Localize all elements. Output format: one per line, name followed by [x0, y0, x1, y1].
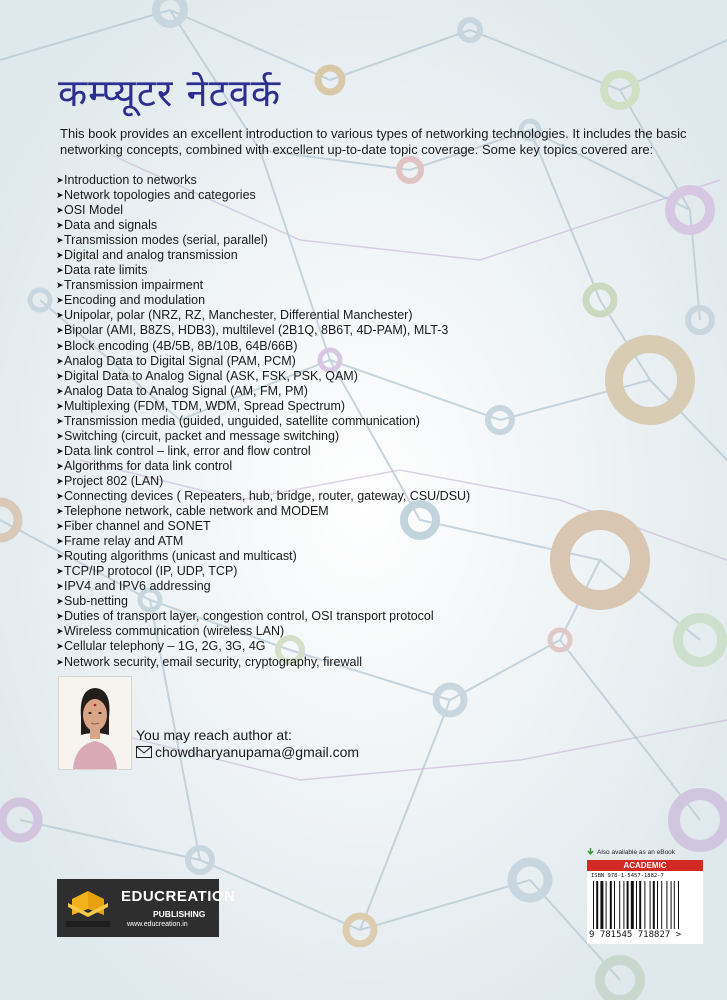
list-item — [56, 323, 470, 338]
topic-text: Telephone network, cable network and MODEM — [64, 504, 329, 519]
author-photo — [58, 676, 132, 770]
list-item — [56, 474, 470, 489]
bullet-arrow-icon: ➤ — [56, 536, 64, 547]
bullet-arrow-icon: ➤ — [56, 235, 64, 246]
list-item — [56, 278, 470, 293]
bullet-arrow-icon: ➤ — [56, 475, 64, 486]
bullet-arrow-icon: ➤ — [56, 205, 64, 216]
publisher-logo-block — [57, 879, 236, 937]
topic-text: Network security, email security, cryptography, firewall — [64, 654, 363, 669]
list-item — [56, 263, 470, 278]
list-item — [56, 444, 470, 459]
list-item — [56, 399, 470, 414]
barcode-bar — [644, 881, 645, 929]
bullet-arrow-icon: ➤ — [56, 626, 64, 637]
list-item — [56, 655, 470, 670]
list-item — [56, 188, 470, 203]
publisher-subtitle: PUBLISHING — [153, 909, 206, 919]
topic-text: Block encoding (4B/5B, 8B/10B, 64B/66B) — [64, 338, 298, 353]
publisher-name: EDUCREATION — [121, 888, 236, 905]
barcode-bar — [671, 881, 672, 929]
download-arrow-icon — [587, 848, 594, 856]
barcode-bar — [666, 881, 667, 929]
topic-text: Multiplexing (FDM, TDM, WDM, Spread Spectrum) — [64, 398, 346, 413]
barcode-bar — [631, 881, 634, 929]
list-item — [56, 459, 470, 474]
list-item — [56, 414, 470, 429]
topic-text: Encoding and modulation — [64, 293, 206, 308]
author-contact-label: You may reach author at: — [136, 727, 292, 743]
barcode-bar — [639, 881, 641, 929]
topic-text: Network topologies and categories — [64, 188, 256, 203]
bullet-arrow-icon: ➤ — [56, 250, 64, 261]
barcode-bar — [653, 881, 655, 929]
topic-text: Data link control – link, error and flow control — [64, 443, 311, 458]
barcode-bars — [593, 881, 697, 929]
bullet-arrow-icon: ➤ — [56, 641, 64, 652]
topic-text: Switching (circuit, packet and message switching) — [64, 428, 340, 443]
bullet-arrow-icon: ➤ — [56, 310, 64, 321]
author-email-row[interactable] — [136, 744, 359, 760]
bullet-arrow-icon: ➤ — [56, 430, 64, 441]
topic-text: Transmission media (guided, unguided, satellite communication) — [64, 413, 420, 428]
bullet-arrow-icon: ➤ — [56, 490, 64, 501]
bullet-arrow-icon: ➤ — [56, 415, 64, 426]
barcode-bar — [614, 881, 615, 929]
bullet-arrow-icon: ➤ — [56, 551, 64, 562]
topic-text: Connecting devices ( Repeaters, hub, bridge, router, gateway, CSU/DSU) — [64, 488, 471, 503]
list-item — [56, 218, 470, 233]
topic-text: Fiber channel and SONET — [64, 519, 211, 534]
topic-text: Digital and analog transmission — [64, 248, 238, 263]
list-item — [56, 594, 470, 609]
barcode-bar — [627, 881, 629, 929]
bullet-arrow-icon: ➤ — [56, 325, 64, 336]
topic-text: Wireless communication (wireless LAN) — [64, 624, 285, 639]
topic-text: IPV4 and IPV6 addressing — [64, 579, 211, 594]
bullet-arrow-icon: ➤ — [56, 370, 64, 381]
list-item — [56, 233, 470, 248]
list-item — [56, 549, 470, 564]
book-title: कम्प्यूटर नेटवर्क — [58, 71, 282, 115]
author-portrait-image — [59, 677, 131, 769]
ebook-text: Also available as an eBook — [597, 848, 676, 856]
barcode — [587, 871, 703, 944]
barcode-bar — [593, 881, 594, 929]
topic-text: Analog Data to Digital Signal (PAM, PCM) — [64, 353, 296, 368]
barcode-bar — [619, 881, 620, 929]
envelope-icon — [136, 746, 152, 758]
bullet-arrow-icon: ➤ — [56, 596, 64, 607]
topic-text: Duties of transport layer, congestion control, OSI transport protocol — [64, 609, 434, 624]
category-band: ACADEMIC — [587, 860, 703, 871]
barcode-bar — [657, 881, 658, 929]
bullet-arrow-icon: ➤ — [56, 460, 64, 471]
list-item — [56, 579, 470, 594]
topic-text: Project 802 (LAN) — [64, 473, 164, 488]
list-item — [56, 293, 470, 308]
topic-text: Digital Data to Analog Signal (ASK, FSK, PSK, QAM) — [64, 368, 358, 383]
list-item — [56, 173, 470, 188]
topic-text: Routing algorithms (unicast and multicast) — [64, 549, 297, 564]
list-item — [56, 564, 470, 579]
publisher-book-logo-icon — [62, 885, 114, 931]
barcode-bar — [678, 881, 679, 929]
bullet-arrow-icon: ➤ — [56, 581, 64, 592]
list-item — [56, 489, 470, 504]
barcode-bar — [600, 881, 603, 929]
isbn-number: ISBN 978-1-5457-1882-7 — [591, 873, 664, 879]
list-item — [56, 354, 470, 369]
bullet-arrow-icon: ➤ — [56, 355, 64, 366]
bullet-arrow-icon: ➤ — [56, 175, 64, 185]
topic-text: Cellular telephony – 1G, 2G, 3G, 4G — [64, 639, 266, 654]
list-item — [56, 609, 470, 624]
barcode-number: 9 781545 718827 > — [589, 930, 682, 940]
topic-text: Data and signals — [64, 218, 158, 233]
bullet-arrow-icon: ➤ — [56, 340, 64, 351]
bullet-arrow-icon: ➤ — [56, 400, 64, 411]
barcode-bar — [610, 881, 612, 929]
list-item — [56, 248, 470, 263]
list-item — [56, 639, 470, 654]
list-item — [56, 429, 470, 444]
bullet-arrow-icon: ➤ — [56, 566, 64, 577]
bullet-arrow-icon: ➤ — [56, 280, 64, 291]
barcode-bar — [636, 881, 637, 929]
list-item — [56, 534, 470, 549]
bullet-arrow-icon: ➤ — [56, 611, 64, 622]
topic-text: Bipolar (AMI, B8ZS, HDB3), multilevel (2B1Q, 8B6T, 4D-PAM), MLT-3 — [64, 323, 449, 338]
barcode-bar — [606, 881, 607, 929]
topic-text: OSI Model — [64, 203, 124, 218]
topic-text: Frame relay and ATM — [64, 534, 184, 549]
topics-list — [56, 173, 470, 670]
bullet-arrow-icon: ➤ — [56, 190, 64, 201]
publisher-website: www.educreation.in — [127, 921, 188, 928]
list-item — [56, 384, 470, 399]
list-item — [56, 203, 470, 218]
bullet-arrow-icon: ➤ — [56, 521, 64, 532]
topic-text: Transmission modes (serial, parallel) — [64, 233, 268, 248]
list-item — [56, 369, 470, 384]
barcode-bar — [661, 881, 662, 929]
bullet-arrow-icon: ➤ — [56, 220, 64, 231]
topic-text: Sub-netting — [64, 594, 128, 609]
barcode-panel — [587, 848, 703, 944]
bullet-arrow-icon: ➤ — [56, 506, 64, 517]
bullet-arrow-icon: ➤ — [56, 295, 64, 306]
bullet-arrow-icon: ➤ — [56, 656, 64, 667]
topic-text: Introduction to networks — [64, 173, 197, 187]
barcode-bar — [674, 881, 675, 929]
list-item — [56, 624, 470, 639]
author-email[interactable]: chowdharyanupama@gmail.com — [155, 744, 360, 760]
bullet-arrow-icon: ➤ — [56, 445, 64, 456]
topic-text: Unipolar, polar (NRZ, RZ, Manchester, Differential Manchester) — [64, 308, 413, 323]
book-description: This book provides an excellent introduction to various types of networking technologies. It includes the basic networking concepts, combined with excellent up-to-date topic coverage. Some key topics covered are: — [60, 126, 687, 157]
topic-text: Transmission impairment — [64, 278, 204, 293]
topic-text: Analog Data to Analog Signal (AM, FM, PM) — [64, 383, 308, 398]
bullet-arrow-icon: ➤ — [56, 385, 64, 396]
barcode-bar — [623, 881, 624, 929]
barcode-bar — [596, 881, 598, 929]
list-item — [56, 339, 470, 354]
topic-text: Algorithms for data link control — [64, 458, 233, 473]
list-item — [56, 519, 470, 534]
list-item — [56, 308, 470, 323]
list-item — [56, 504, 470, 519]
topic-text: Data rate limits — [64, 263, 148, 278]
bullet-arrow-icon: ➤ — [56, 265, 64, 276]
barcode-bar — [650, 881, 651, 929]
ebook-availability — [587, 848, 675, 856]
topic-text: TCP/IP protocol (IP, UDP, TCP) — [64, 564, 238, 579]
